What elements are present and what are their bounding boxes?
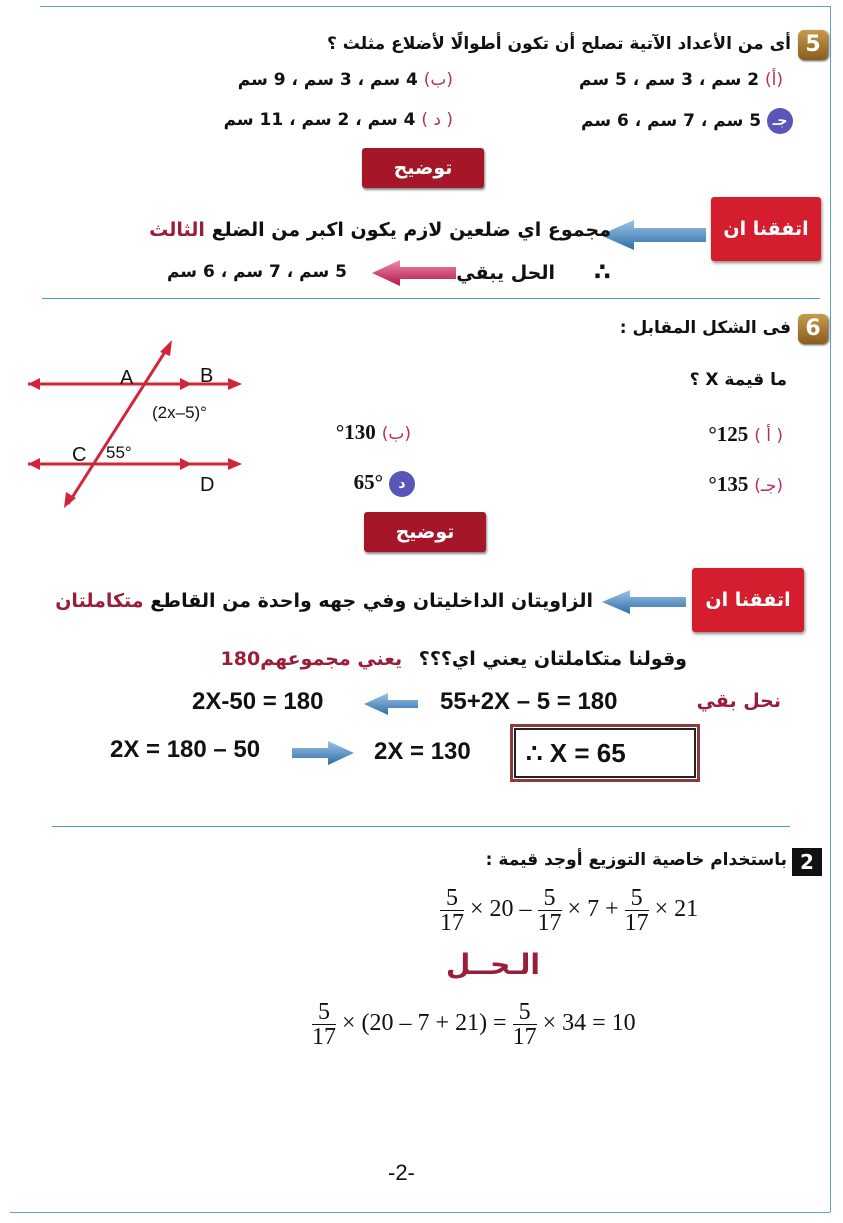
q6-meaning xyxy=(221,648,687,670)
q2-term-3: × 21 xyxy=(654,896,699,923)
q6-option-c xyxy=(708,472,783,497)
q5-option-b-text: 4 سم ، 3 سم ، 9 سم xyxy=(237,70,418,90)
q2-fraction-1 xyxy=(440,886,464,935)
q6-equation-2-right: 2X = 180 – 50 xyxy=(110,736,261,763)
question-6-text: فى الشكل المقابل : xyxy=(619,318,791,338)
q6-meaning-text: وقولنا متكاملتان يعني اي؟؟؟ xyxy=(418,648,687,670)
fraction-denominator: 17 xyxy=(440,910,464,936)
figure-label-c: C xyxy=(72,444,87,466)
q6-arrow-left-icon-2 xyxy=(364,692,420,716)
q6-solve-label: نحل بقي xyxy=(696,690,781,712)
question-2-text: باستخدام خاصية التوزيع أوجد قيمة : xyxy=(485,850,787,870)
q6-option-c-text: 135° xyxy=(708,472,749,496)
q5-rule xyxy=(149,219,611,241)
figure-angle-value: 55° xyxy=(106,443,132,462)
q5-option-c xyxy=(581,108,793,134)
divider-1 xyxy=(42,298,820,299)
q2-solution-term-2: × 34 = 10 xyxy=(542,1010,636,1037)
fraction-denominator: 17 xyxy=(537,910,562,936)
q5-explain-button[interactable]: توضيح xyxy=(362,148,484,188)
fraction-denominator: 17 xyxy=(312,1024,336,1050)
figure-angle-expression: (2x–5)° xyxy=(152,403,207,422)
q6-option-a-label: ( أ ) xyxy=(754,426,783,446)
q2-fraction-2 xyxy=(538,886,562,935)
q2-term-2: × 7 + xyxy=(567,896,619,923)
q6-explain-button[interactable]: توضيح xyxy=(364,512,486,552)
q5-option-a-text: 2 سم ، 3 سم ، 5 سم xyxy=(579,70,760,90)
q6-option-a xyxy=(708,422,783,447)
therefore-symbol: ∴ xyxy=(594,258,611,286)
fraction-numerator: 5 xyxy=(513,1000,537,1025)
q6-rule xyxy=(55,590,593,612)
q6-equation-2-left: 2X = 130 xyxy=(374,738,471,765)
q6-option-b-label: (ب) xyxy=(381,424,411,444)
q6-meaning-answer: يعني مجموعهم180 xyxy=(220,648,403,670)
fraction-numerator: 5 xyxy=(312,1000,336,1025)
q2-expression xyxy=(440,886,698,935)
divider-2 xyxy=(52,826,790,827)
q5-arrow-left-pink-icon xyxy=(372,258,458,288)
q6-option-d-text: 65° xyxy=(353,470,384,494)
q6-rule-highlight: متكاملتان xyxy=(55,590,144,612)
q6-option-b-text: 130° xyxy=(335,420,376,444)
q6-arrow-left-icon xyxy=(602,588,688,616)
q5-agreed-box: اتفقنا ان xyxy=(711,197,821,261)
q5-option-b xyxy=(238,70,453,90)
q5-rule-highlight: الثالث xyxy=(149,219,205,241)
q5-option-c-selected-marker: جـ xyxy=(767,108,793,134)
question-5-number: 5 xyxy=(798,30,828,60)
q2-solution xyxy=(312,1000,636,1049)
q6-option-b xyxy=(336,420,411,445)
question-6-number: 6 xyxy=(798,314,828,344)
q2-solution-fraction-1 xyxy=(312,1000,336,1049)
q5-option-a xyxy=(579,70,783,90)
fraction-numerator: 5 xyxy=(440,886,464,911)
q2-solution-term-1: × (20 – 7 + 21) = xyxy=(342,1010,507,1037)
q5-option-b-label: (ب) xyxy=(423,70,453,90)
q2-fraction-3 xyxy=(625,886,649,935)
q5-solution-answer: 5 سم ، 7 سم ، 6 سم xyxy=(166,262,347,282)
q6-option-d-selected-marker: د xyxy=(389,471,415,497)
frame-bottom-line xyxy=(10,1212,830,1213)
q5-option-d-text: 4 سم ، 2 سم ، 11 سم xyxy=(223,110,416,130)
question-2-number: 2 xyxy=(792,848,822,876)
frame-right-line xyxy=(830,6,831,1212)
q6-agreed-box: اتفقنا ان xyxy=(692,568,804,632)
q5-option-d-label: ( د ) xyxy=(421,110,453,130)
fraction-denominator: 17 xyxy=(624,910,649,936)
q6-parallel-lines-figure xyxy=(20,336,260,514)
q6-result-box: ∴ X = 65 xyxy=(514,728,696,778)
q5-rule-text: مجموع اي ضلعين لازم يكون اكبر من الضلع xyxy=(211,219,611,241)
q6-arrow-right-icon xyxy=(290,740,356,766)
figure-label-b: B xyxy=(200,365,214,387)
q6-rule-text: الزاويتان الداخليتان وفي جهه واحدة من القاطع xyxy=(150,590,593,612)
question-5-text: أى من الأعداد الآتية تصلح أن تكون أطوالًا لأضلاع مثلث ؟ xyxy=(327,34,791,54)
q6-equation-1-left: 55+2X – 5 = 180 xyxy=(440,688,618,715)
page-number: -2- xyxy=(388,1160,415,1185)
figure-label-d: D xyxy=(200,474,215,496)
q2-term-1: × 20 – xyxy=(470,896,532,923)
q6-option-a-text: 125° xyxy=(708,422,749,446)
q6-equation-1-right: 2X-50 = 180 xyxy=(192,688,324,715)
q5-option-d xyxy=(224,110,453,130)
q6-option-c-label: (جـ) xyxy=(754,476,783,496)
q5-solution-label: الحل يبقي xyxy=(456,262,555,284)
q2-solution-title: الـحــل xyxy=(446,948,540,981)
fraction-denominator: 17 xyxy=(512,1024,537,1050)
frame-top-line xyxy=(40,6,830,7)
q5-option-c-text: 5 سم ، 7 سم ، 6 سم xyxy=(581,111,762,131)
q6-option-d xyxy=(354,470,415,497)
q2-solution-fraction-2 xyxy=(513,1000,537,1049)
q5-option-a-label: (أ) xyxy=(765,70,783,90)
figure-label-a: A xyxy=(120,367,134,389)
question-6-subquestion: ما قيمة X ؟ xyxy=(689,370,787,390)
q5-arrow-left-icon xyxy=(600,218,708,252)
fraction-numerator: 5 xyxy=(625,886,649,911)
fraction-numerator: 5 xyxy=(538,886,562,911)
